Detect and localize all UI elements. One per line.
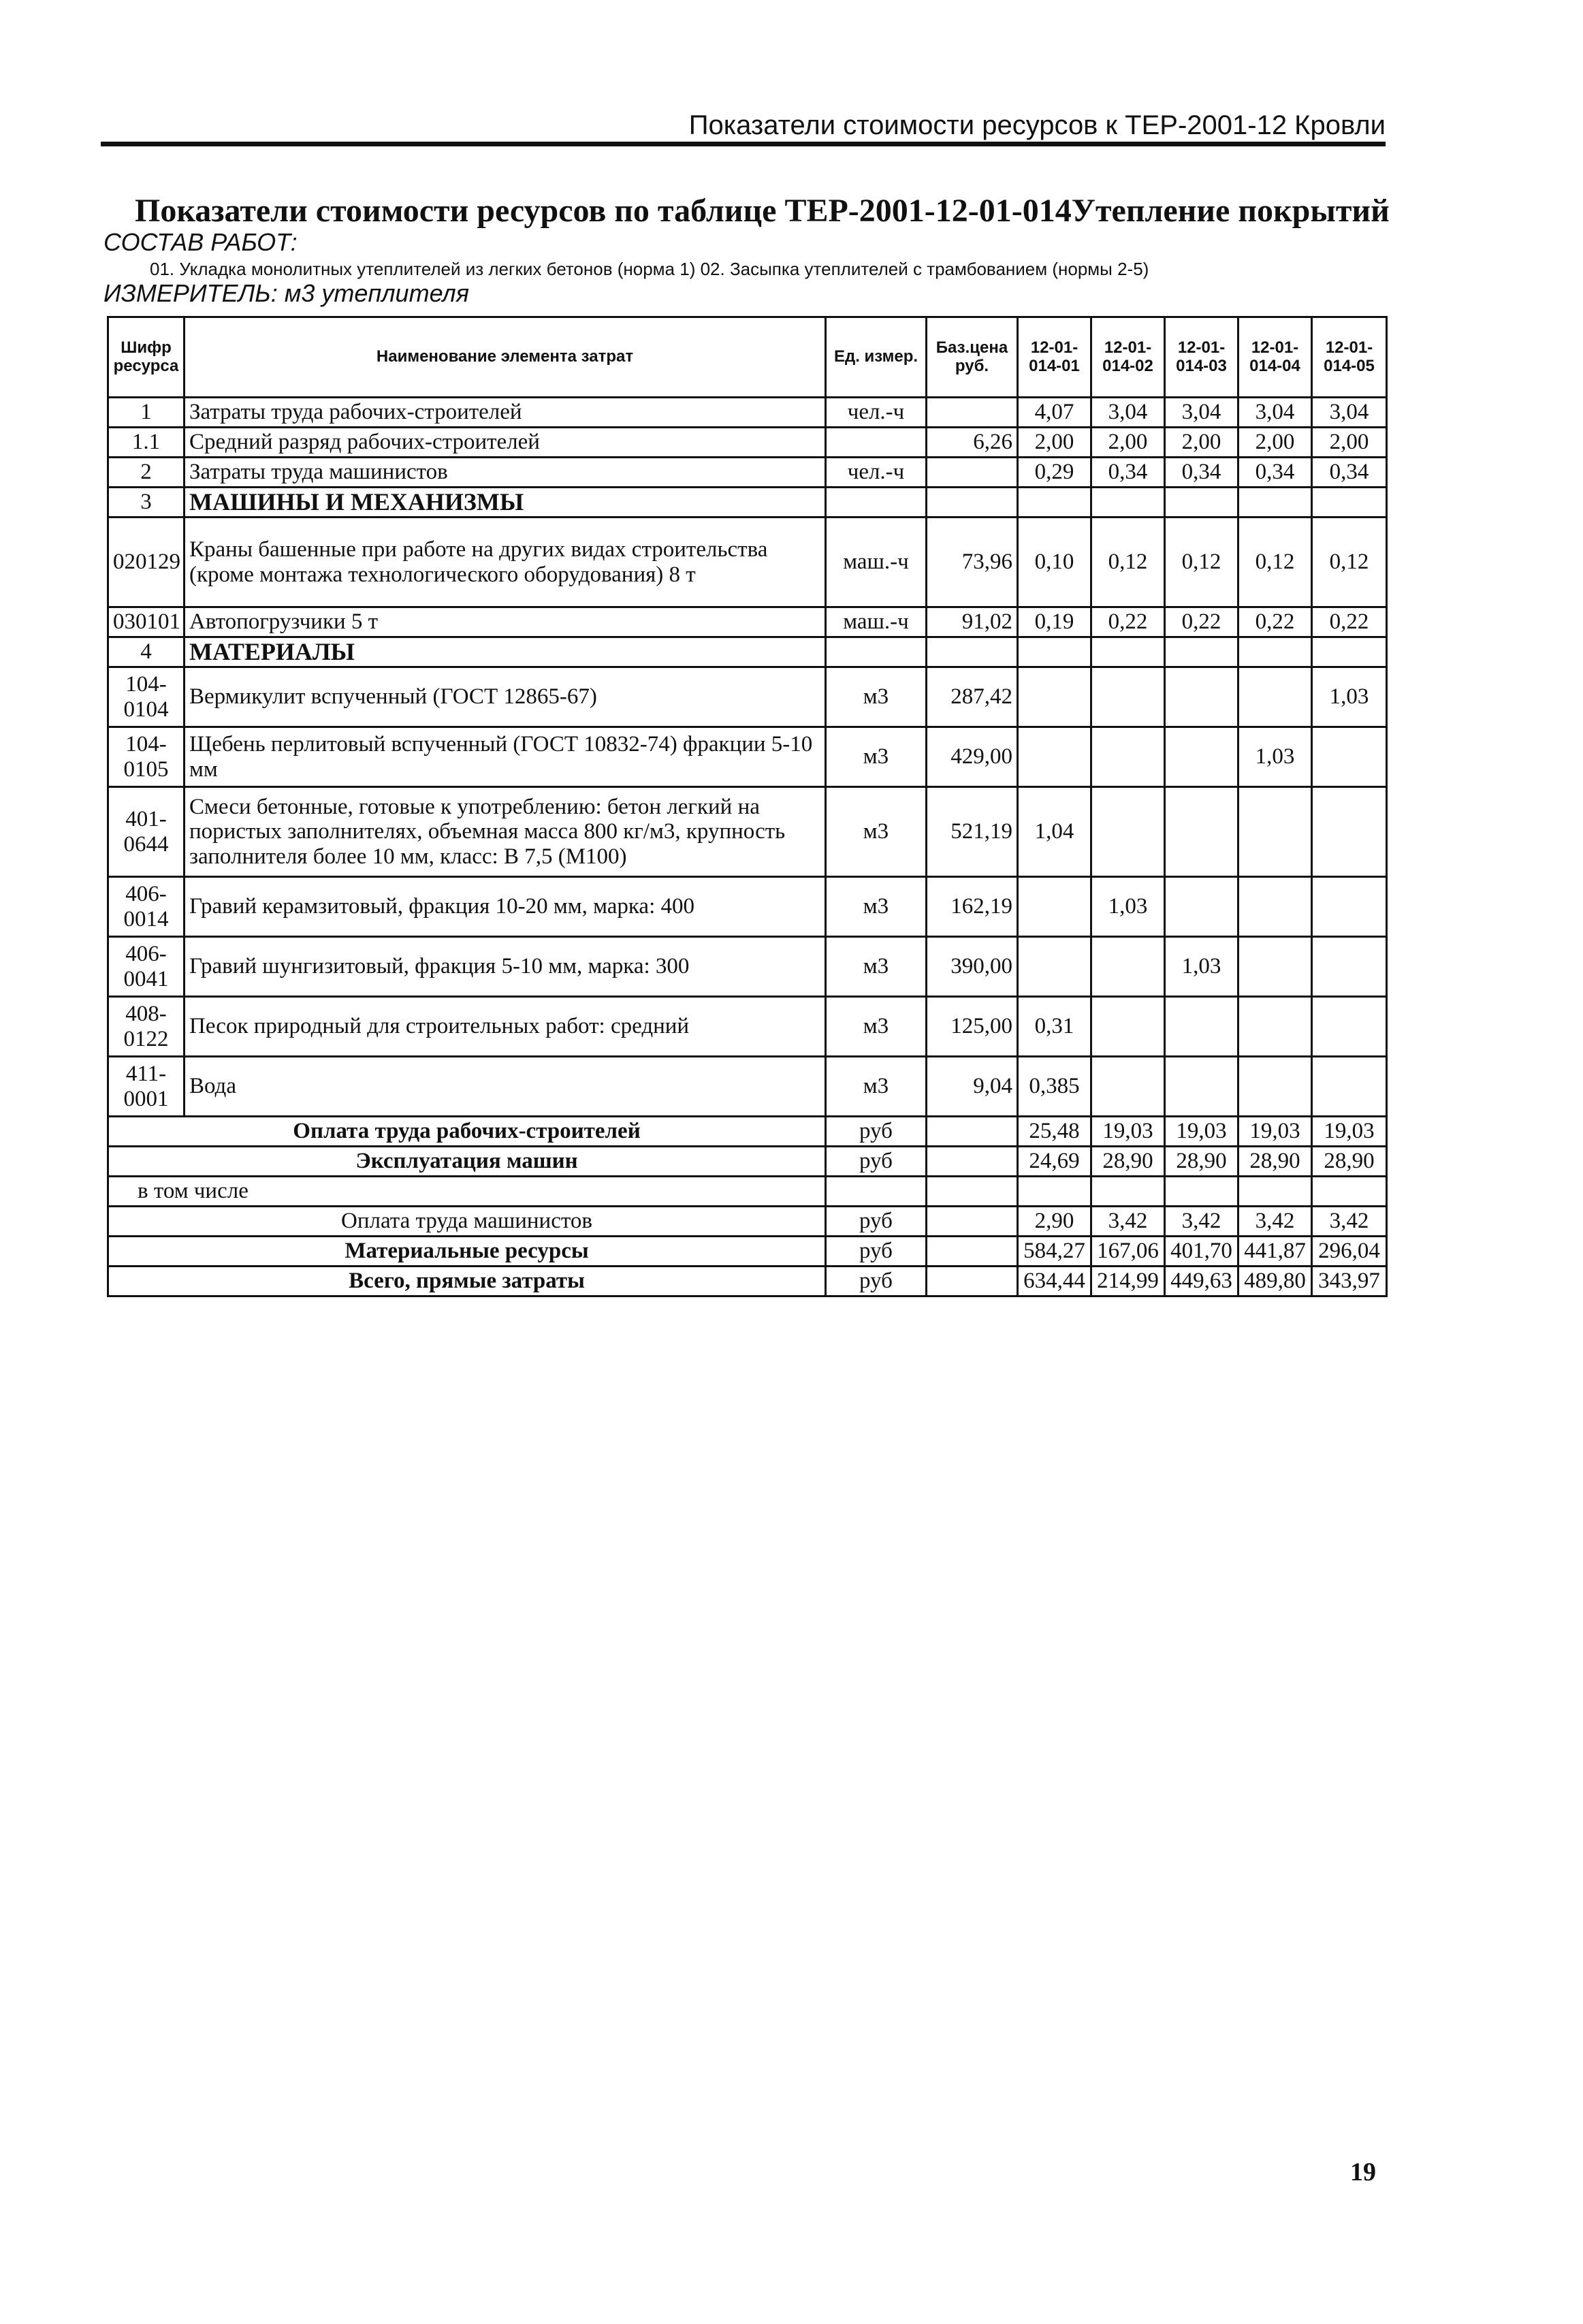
norm-value: 0,29 <box>1018 458 1091 488</box>
table-header-row <box>108 317 1387 398</box>
resource-name: Песок природный для строительных работ: средний <box>185 997 826 1057</box>
norm-value <box>1091 937 1165 997</box>
summary-value <box>1018 1177 1091 1207</box>
summary-unit: руб <box>826 1147 927 1177</box>
summary-label: Оплата труда машинистов <box>108 1207 826 1237</box>
norm-value <box>1091 637 1165 667</box>
works-label: СОСТАВ РАБОТ: <box>103 228 298 256</box>
summary-value: 343,97 <box>1312 1267 1387 1296</box>
norm-value <box>1165 727 1238 787</box>
norm-value <box>1018 727 1091 787</box>
base-price: 125,00 <box>927 997 1018 1057</box>
base-price <box>927 398 1018 428</box>
norm-value: 0,34 <box>1165 458 1238 488</box>
resource-code: 408-0122 <box>108 997 185 1057</box>
norm-value: 1,03 <box>1165 937 1238 997</box>
summary-price <box>927 1117 1018 1147</box>
header-col-4: 12-01-014-04 <box>1238 317 1312 398</box>
norm-value <box>1091 667 1165 727</box>
table-row <box>108 458 1387 488</box>
summary-value: 167,06 <box>1091 1237 1165 1267</box>
resource-code: 2 <box>108 458 185 488</box>
title-main: Показатели стоимости ресурсов по таблице ТЕР-2001-12-01-014 <box>135 193 1072 229</box>
norm-value <box>1165 1057 1238 1117</box>
table-row <box>108 607 1387 637</box>
works-description: 01. Укладка монолитных утеплителей из легких бетонов (норма 1) 02. Засыпка утеплителей с трамбованием (нормы 2-5) <box>150 259 1149 279</box>
norm-value <box>1165 637 1238 667</box>
norm-value <box>1238 877 1312 937</box>
summary-unit <box>826 1177 927 1207</box>
norm-value <box>1165 667 1238 727</box>
base-price: 390,00 <box>927 937 1018 997</box>
base-price: 162,19 <box>927 877 1018 937</box>
resource-unit: м3 <box>826 937 927 997</box>
summary-value: 296,04 <box>1312 1237 1387 1267</box>
norm-value <box>1312 937 1387 997</box>
norm-value <box>1165 488 1238 518</box>
norm-value <box>1238 787 1312 877</box>
norm-value: 3,04 <box>1312 398 1387 428</box>
norm-value: 0,34 <box>1091 458 1165 488</box>
resource-unit: м3 <box>826 787 927 877</box>
norm-value: 0,22 <box>1091 607 1165 637</box>
norm-value <box>1165 997 1238 1057</box>
resource-code: 020129 <box>108 518 185 607</box>
norm-value <box>1018 637 1091 667</box>
summary-value <box>1312 1177 1387 1207</box>
summary-price <box>927 1207 1018 1237</box>
summary-value: 19,03 <box>1238 1117 1312 1147</box>
resource-unit: м3 <box>826 667 927 727</box>
norm-value <box>1312 727 1387 787</box>
summary-label: Всего, прямые затраты <box>108 1267 826 1296</box>
norm-value <box>1091 488 1165 518</box>
summary-value: 3,42 <box>1312 1207 1387 1237</box>
resource-code: 401-0644 <box>108 787 185 877</box>
norm-value: 2,00 <box>1312 428 1387 458</box>
resource-name: Щебень перлитовый вспученный (ГОСТ 10832-74) фракции 5-10 мм <box>185 727 826 787</box>
summary-value: 25,48 <box>1018 1117 1091 1147</box>
norm-value <box>1238 937 1312 997</box>
resource-code: 1.1 <box>108 428 185 458</box>
resource-unit: м3 <box>826 727 927 787</box>
summary-value: 19,03 <box>1165 1117 1238 1147</box>
running-header: Показатели стоимости ресурсов к ТЕР-2001-12 Кровли <box>688 110 1386 140</box>
table-row <box>108 937 1387 997</box>
norm-value: 1,03 <box>1091 877 1165 937</box>
resource-code: 4 <box>108 637 185 667</box>
summary-value: 3,42 <box>1091 1207 1165 1237</box>
base-price: 9,04 <box>927 1057 1018 1117</box>
norm-value <box>1091 997 1165 1057</box>
summary-label: в том числе <box>108 1177 826 1207</box>
resource-unit <box>826 637 927 667</box>
header-col-5: 12-01-014-05 <box>1312 317 1387 398</box>
base-price <box>927 458 1018 488</box>
summary-value: 2,90 <box>1018 1207 1091 1237</box>
norm-value: 0,12 <box>1165 518 1238 607</box>
summary-value: 28,90 <box>1238 1147 1312 1177</box>
table-group-row <box>108 637 1387 667</box>
summary-value: 489,80 <box>1238 1267 1312 1296</box>
norm-value: 0,19 <box>1018 607 1091 637</box>
resource-unit: м3 <box>826 997 927 1057</box>
document-title <box>135 192 1390 229</box>
norm-value: 2,00 <box>1018 428 1091 458</box>
resource-unit: маш.-ч <box>826 607 927 637</box>
resource-code: 104-0105 <box>108 727 185 787</box>
summary-value: 634,44 <box>1018 1267 1091 1296</box>
norm-value: 4,07 <box>1018 398 1091 428</box>
header-col-3: 12-01-014-03 <box>1165 317 1238 398</box>
table-row <box>108 667 1387 727</box>
norm-value: 2,00 <box>1238 428 1312 458</box>
table-row <box>108 787 1387 877</box>
page-number: 19 <box>1350 2158 1376 2186</box>
norm-value: 1,04 <box>1018 787 1091 877</box>
norm-value: 1,03 <box>1312 667 1387 727</box>
norm-value: 0,12 <box>1091 518 1165 607</box>
norm-value <box>1091 727 1165 787</box>
summary-value: 3,42 <box>1165 1207 1238 1237</box>
header-col-2: 12-01-014-02 <box>1091 317 1165 398</box>
summary-label: Материальные ресурсы <box>108 1237 826 1267</box>
summary-row <box>108 1117 1387 1147</box>
resource-unit: м3 <box>826 1057 927 1117</box>
resource-name: Затраты труда рабочих-строителей <box>185 398 826 428</box>
norm-value <box>1312 637 1387 667</box>
summary-value: 3,42 <box>1238 1207 1312 1237</box>
norm-value: 0,12 <box>1238 518 1312 607</box>
resource-unit: чел.-ч <box>826 458 927 488</box>
header-name: Наименование элемента затрат <box>185 317 826 398</box>
summary-value: 214,99 <box>1091 1267 1165 1296</box>
table-row <box>108 428 1387 458</box>
resource-unit: маш.-ч <box>826 518 927 607</box>
norm-value: 2,00 <box>1165 428 1238 458</box>
resource-name: Гравий шунгизитовый, фракция 5-10 мм, марка: 300 <box>185 937 826 997</box>
norm-value: 0,12 <box>1312 518 1387 607</box>
table-row <box>108 997 1387 1057</box>
resource-code: 1 <box>108 398 185 428</box>
norm-value: 2,00 <box>1091 428 1165 458</box>
header-code: Шифр ресурса <box>108 317 185 398</box>
meter-label: ИЗМЕРИТЕЛЬ: м3 утеплителя <box>103 279 469 307</box>
summary-value: 449,63 <box>1165 1267 1238 1296</box>
summary-value: 28,90 <box>1165 1147 1238 1177</box>
table-row <box>108 727 1387 787</box>
norm-value <box>1018 877 1091 937</box>
norm-value <box>1238 637 1312 667</box>
resource-code: 406-0014 <box>108 877 185 937</box>
header-price: Баз.цена руб. <box>927 317 1018 398</box>
summary-value: 28,90 <box>1091 1147 1165 1177</box>
summary-value: 24,69 <box>1018 1147 1091 1177</box>
norm-value: 0,10 <box>1018 518 1091 607</box>
resource-unit: чел.-ч <box>826 398 927 428</box>
resource-name: Средний разряд рабочих-строителей <box>185 428 826 458</box>
summary-unit: руб <box>826 1267 927 1296</box>
summary-unit: руб <box>826 1237 927 1267</box>
base-price: 91,02 <box>927 607 1018 637</box>
norm-value <box>1165 787 1238 877</box>
summary-price <box>927 1237 1018 1267</box>
resource-table <box>107 316 1388 1297</box>
norm-value <box>1091 1057 1165 1117</box>
norm-value: 3,04 <box>1091 398 1165 428</box>
summary-row <box>108 1237 1387 1267</box>
resource-name: МАШИНЫ И МЕХАНИЗМЫ <box>185 488 826 518</box>
summary-label: Эксплуатация машин <box>108 1147 826 1177</box>
title-section: Утепление покрытий <box>1071 193 1390 229</box>
base-price: 6,26 <box>927 428 1018 458</box>
norm-value <box>1312 1057 1387 1117</box>
base-price: 287,42 <box>927 667 1018 727</box>
summary-value: 19,03 <box>1312 1117 1387 1147</box>
norm-value <box>1018 488 1091 518</box>
base-price <box>927 488 1018 518</box>
resource-code: 406-0041 <box>108 937 185 997</box>
header-rule <box>101 142 1386 146</box>
resource-name: Затраты труда машинистов <box>185 458 826 488</box>
summary-value <box>1165 1177 1238 1207</box>
norm-value: 0,385 <box>1018 1057 1091 1117</box>
table-body <box>108 398 1387 1296</box>
header-col-1: 12-01-014-01 <box>1018 317 1091 398</box>
norm-value: 0,22 <box>1312 607 1387 637</box>
summary-value <box>1091 1177 1165 1207</box>
summary-value <box>1238 1177 1312 1207</box>
summary-row <box>108 1177 1387 1207</box>
norm-value <box>1312 997 1387 1057</box>
norm-value: 3,04 <box>1165 398 1238 428</box>
base-price: 521,19 <box>927 787 1018 877</box>
norm-value <box>1238 1057 1312 1117</box>
summary-unit: руб <box>826 1207 927 1237</box>
summary-value: 441,87 <box>1238 1237 1312 1267</box>
resource-code: 411-0001 <box>108 1057 185 1117</box>
resource-name: МАТЕРИАЛЫ <box>185 637 826 667</box>
table-row <box>108 1057 1387 1117</box>
summary-value: 584,27 <box>1018 1237 1091 1267</box>
norm-value: 3,04 <box>1238 398 1312 428</box>
table-row <box>108 398 1387 428</box>
summary-value: 401,70 <box>1165 1237 1238 1267</box>
summary-price <box>927 1177 1018 1207</box>
base-price: 429,00 <box>927 727 1018 787</box>
norm-value <box>1312 488 1387 518</box>
norm-value <box>1312 787 1387 877</box>
norm-value <box>1091 787 1165 877</box>
norm-value <box>1165 877 1238 937</box>
base-price <box>927 637 1018 667</box>
summary-row <box>108 1207 1387 1237</box>
norm-value <box>1238 667 1312 727</box>
norm-value: 0,34 <box>1312 458 1387 488</box>
resource-code: 030101 <box>108 607 185 637</box>
norm-value <box>1238 997 1312 1057</box>
summary-label: Оплата труда рабочих-строителей <box>108 1117 826 1147</box>
norm-value <box>1238 488 1312 518</box>
norm-value: 0,31 <box>1018 997 1091 1057</box>
summary-value: 19,03 <box>1091 1117 1165 1147</box>
norm-value <box>1312 877 1387 937</box>
resource-name: Краны башенные при работе на других видах строительства (кроме монтажа технологического оборудования) 8 т <box>185 518 826 607</box>
norm-value: 0,22 <box>1238 607 1312 637</box>
resource-name: Гравий керамзитовый, фракция 10-20 мм, марка: 400 <box>185 877 826 937</box>
summary-price <box>927 1147 1018 1177</box>
resource-unit: м3 <box>826 877 927 937</box>
table-group-row <box>108 488 1387 518</box>
summary-value: 28,90 <box>1312 1147 1387 1177</box>
norm-value: 0,34 <box>1238 458 1312 488</box>
resource-name: Смеси бетонные, готовые к употреблению: бетон легкий на пористых заполнителях, объемная масса 800 кг/м3, крупность заполнителя более 10 мм, класс: В 7,5 (М100) <box>185 787 826 877</box>
resource-name: Автопогрузчики 5 т <box>185 607 826 637</box>
table-row <box>108 877 1387 937</box>
resource-name: Вермикулит вспученный (ГОСТ 12865-67) <box>185 667 826 727</box>
resource-unit <box>826 488 927 518</box>
resource-name: Вода <box>185 1057 826 1117</box>
norm-value: 1,03 <box>1238 727 1312 787</box>
summary-unit: руб <box>826 1117 927 1147</box>
norm-value <box>1018 667 1091 727</box>
norm-value: 0,22 <box>1165 607 1238 637</box>
header-unit: Ед. измер. <box>826 317 927 398</box>
resource-code: 3 <box>108 488 185 518</box>
summary-price <box>927 1267 1018 1296</box>
summary-row <box>108 1147 1387 1177</box>
summary-row <box>108 1267 1387 1296</box>
norm-value <box>1018 937 1091 997</box>
base-price: 73,96 <box>927 518 1018 607</box>
resource-unit <box>826 428 927 458</box>
table-row <box>108 518 1387 607</box>
resource-code: 104-0104 <box>108 667 185 727</box>
